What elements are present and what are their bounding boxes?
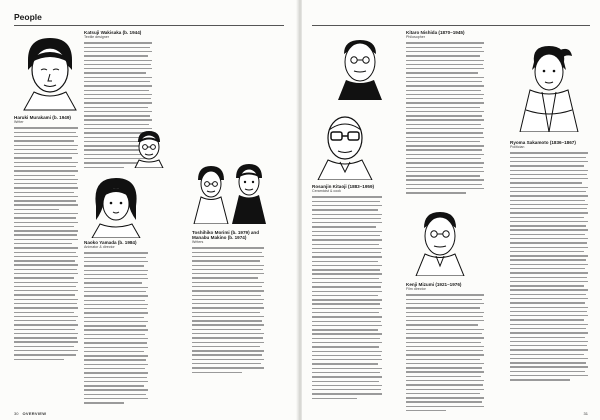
entry-morimi-makino: [192, 230, 264, 376]
person-bio: [510, 152, 588, 380]
person-role: Politician: [510, 145, 525, 149]
person-role: Film director: [406, 287, 426, 291]
person-name: Kenji Mizumi (1921–1976): [406, 282, 462, 287]
person-bio: [406, 42, 484, 193]
header-rule: [14, 25, 284, 26]
person-name: Haruki Murakami (b. 1949): [14, 115, 71, 120]
right-footer: [584, 411, 588, 416]
portrait-naoko-yamada: [84, 172, 148, 238]
person-name: Katsuji Wakisaka (b. 1944): [84, 30, 142, 35]
person-bio: [14, 127, 78, 360]
person-name: Kitaro Nishida (1870–1945): [406, 30, 465, 35]
person-role: Writer: [14, 120, 24, 124]
portrait-ryoma-sakamoto: [516, 40, 582, 132]
portrait-kitaro-nishida: [332, 34, 388, 100]
portrait-morimi-makino: [192, 160, 268, 224]
entry-kitaro-nishida: [406, 30, 484, 197]
header-rule: [312, 25, 590, 26]
person-bio: [406, 294, 484, 411]
left-footer: [14, 411, 46, 416]
person-bio: [84, 252, 148, 403]
person-name: Naoko Yamada (b. 1984): [84, 240, 137, 245]
portrait-kenji-mizumi: [410, 206, 470, 276]
person-bio: [312, 196, 382, 399]
person-role: Textile designer: [84, 35, 109, 39]
person-role: Ceramicist & cook: [312, 189, 341, 193]
right-page: [302, 0, 600, 420]
section-title: People: [14, 12, 42, 22]
person-name: Ryoma Sakamoto (1836–1867): [510, 140, 576, 145]
footer-label: OVERVIEW: [22, 411, 47, 416]
person-name: Toshihiko Morimi (b. 1979) and Manabu Makino (b. 1974): [192, 230, 260, 240]
entry-rosanjin-kitaoji: [312, 184, 382, 402]
person-bio: [192, 247, 264, 373]
entry-kenji-mizumi: [406, 282, 484, 414]
person-name: Rosanjin Kitaoji (1883–1959): [312, 184, 375, 189]
person-role: Philosopher: [406, 35, 425, 39]
page-number: 31: [583, 411, 588, 416]
portrait-katsuji-wakisaka: [132, 128, 166, 168]
entry-naoko-yamada: [84, 240, 148, 407]
portrait-rosanjin-kitaoji: [312, 108, 378, 180]
person-role: Writers: [192, 240, 204, 244]
page-number: 30: [14, 411, 19, 416]
entry-haruki-murakami: [14, 115, 78, 363]
portrait-haruki-murakami: [14, 30, 86, 112]
person-role: Animator & director: [84, 245, 115, 249]
left-page: [0, 0, 298, 420]
entry-ryoma-sakamoto: [510, 140, 588, 384]
